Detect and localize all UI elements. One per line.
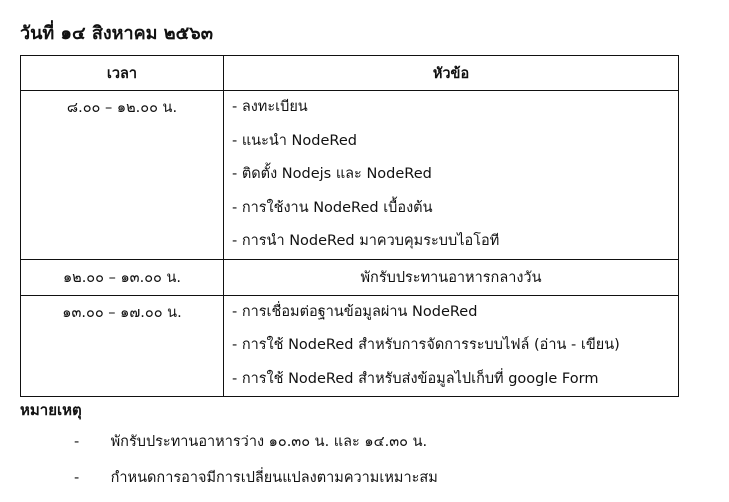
notes-title: หมายเหตุ [20, 401, 82, 419]
afternoon-time-cell [21, 295, 224, 397]
note-snack-break-text: พักรับประทานอาหารว่าง ๑๐.๓๐ น. และ ๑๔.๓๐ น. [110, 434, 428, 450]
topic-basic-nodered-usage: - การใช้งาน NodeRed เบื้องต้น [232, 199, 433, 216]
note-schedule-change-text: กำหนดการอาจมีการเปลี่ยนแปลงตามความเหมาะสม [110, 470, 438, 486]
morning-time-cell [21, 91, 224, 260]
lunch-time-cell [21, 259, 224, 295]
afternoon-topics-cell [224, 295, 679, 397]
topic-column-header: หัวข้อ [224, 56, 679, 91]
morning-topics-cell [224, 91, 679, 260]
table-row-morning [21, 91, 679, 260]
topic-google-form-data: - การใช้ NodeRed สำหรับส่งข้อมูลไปเก็บที่ google Form [232, 370, 599, 387]
note-item-schedule-change [74, 466, 438, 502]
lunch-time: ๑๒.๐๐ – ๑๓.๐๐ น. [62, 270, 182, 286]
topic-install-nodejs-nodered: - ติดตั้ง Nodejs และ NodeRed [232, 166, 432, 182]
notes-list [74, 430, 438, 502]
table-header-row [21, 56, 679, 91]
topic-file-system-management: - การใช้ NodeRed สำหรับการจัดการระบบไฟล์ (อ่าน - เขียน) [232, 337, 620, 353]
topic-database-connection: - การเชื่อมต่อฐานข้อมูลผ่าน NodeRed [232, 303, 478, 320]
page-title: วันที่ ๑๔ สิงหาคม ๒๕๖๓ [20, 23, 213, 44]
lunch-topic: พักรับประทานอาหารกลางวัน [224, 259, 679, 295]
schedule-table [20, 55, 679, 397]
afternoon-time: ๑๓.๐๐ – ๑๗.๐๐ น. [62, 304, 182, 321]
note-item-snack-break [74, 430, 438, 466]
morning-time: ๘.๐๐ – ๑๒.๐๐ น. [66, 100, 178, 116]
time-column-header: เวลา [21, 56, 224, 91]
note-dash: - [74, 434, 80, 450]
topic-registration: - ลงทะเบียน [232, 99, 308, 115]
table-row-lunch [21, 259, 679, 295]
topic-introduce-nodered: - แนะนำ NodeRed [232, 132, 357, 149]
table-row-afternoon [21, 295, 679, 397]
note-dash: - [74, 470, 80, 486]
topic-nodered-iot-control: - การนำ NodeRed มาควบคุมระบบไอโอที [232, 233, 500, 249]
